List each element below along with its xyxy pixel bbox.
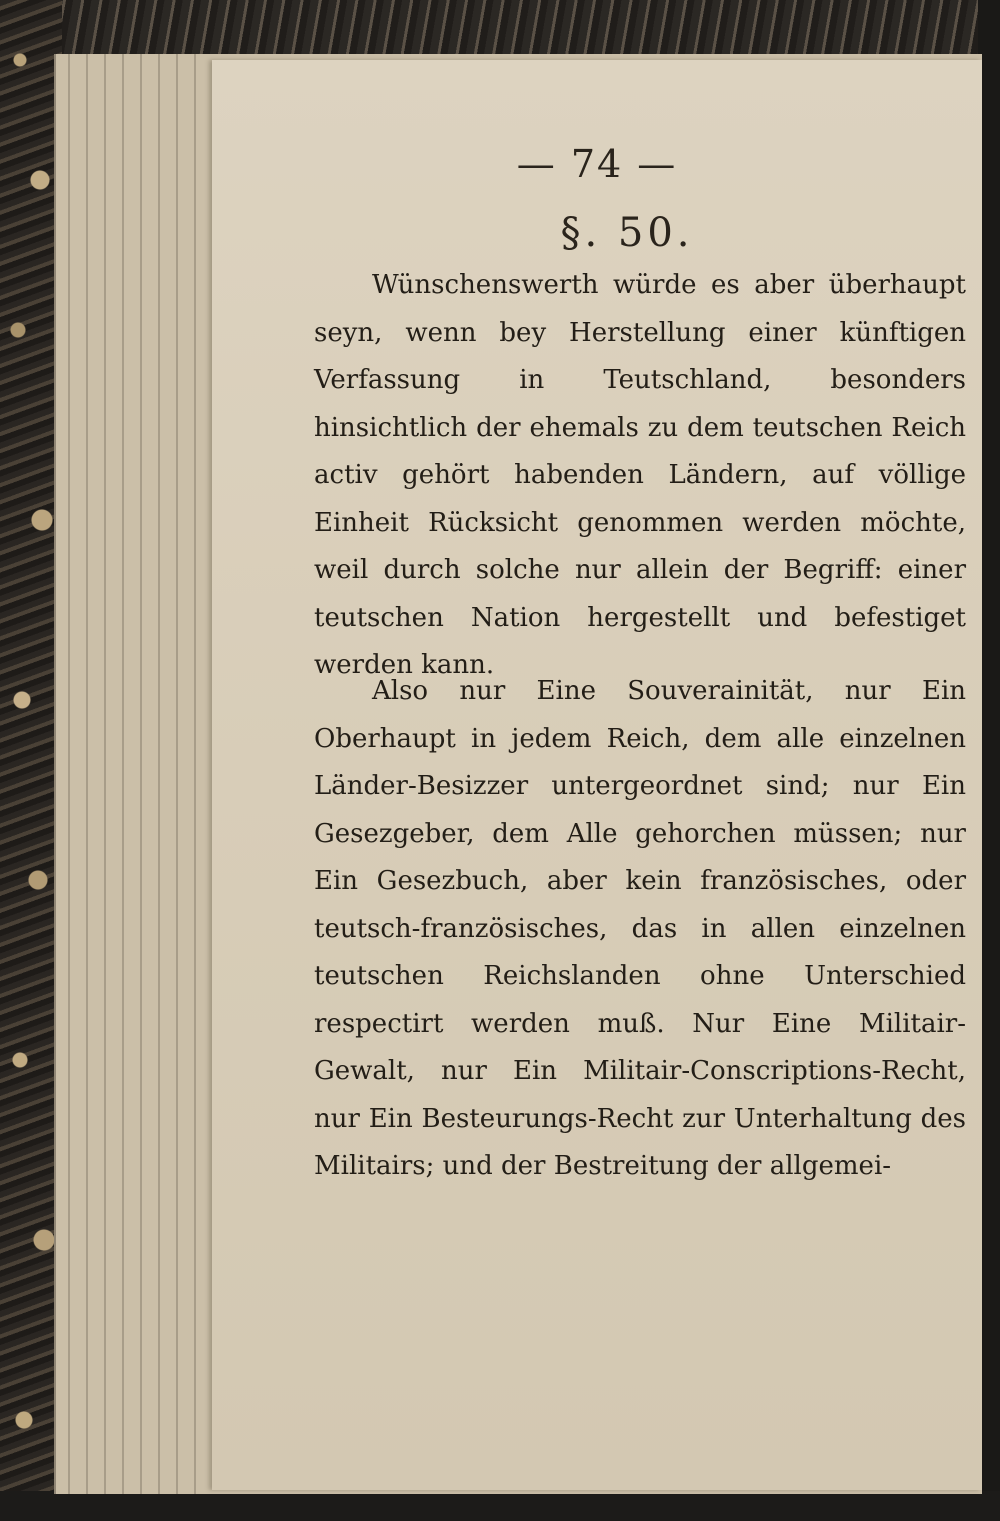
- book-cover-top: [0, 0, 1000, 56]
- paragraph: Also nur Eine Souverainität, nur Ein Oberhaupt in jedem Reich, dem alle einzelnen Länder-Besizzer untergeordnet sind; nur Ein Gesezgeber, dem Alle gehorchen müssen; nur Ein Gesezbuch, aber kein französisches, oder teutsch-französisches, das in allen einzelnen teutschen Reichslanden ohne Unterschied respectirt werden muß. Nur Eine Militair-Gewalt, nur Ein Militair-Conscriptions-Recht, nur Ein Besteurungs-Recht zur Unterhaltung des Militairs; und der Bestreitung der allgemei-: [314, 676, 966, 1181]
- book-cover-bottom: [0, 1491, 1000, 1521]
- section-heading: §. 50.: [560, 210, 694, 256]
- marbled-cover: [0, 0, 62, 1521]
- page-number: — 74 —: [516, 142, 678, 186]
- paragraph: Wünschenswerth würde es aber überhaupt seyn, wenn bey Herstellung einer künftigen Verfassung in Teutschland, besonders hinsichtlich der ehemals zu dem teutschen Reich activ gehört habenden Ländern, auf völlige Einheit Rücksicht genommen werden möchte, weil durch solche nur allein der Begriff: einer teutschen Nation hergestellt und befestiget werden kann.: [314, 270, 966, 680]
- book-page: [212, 60, 982, 1490]
